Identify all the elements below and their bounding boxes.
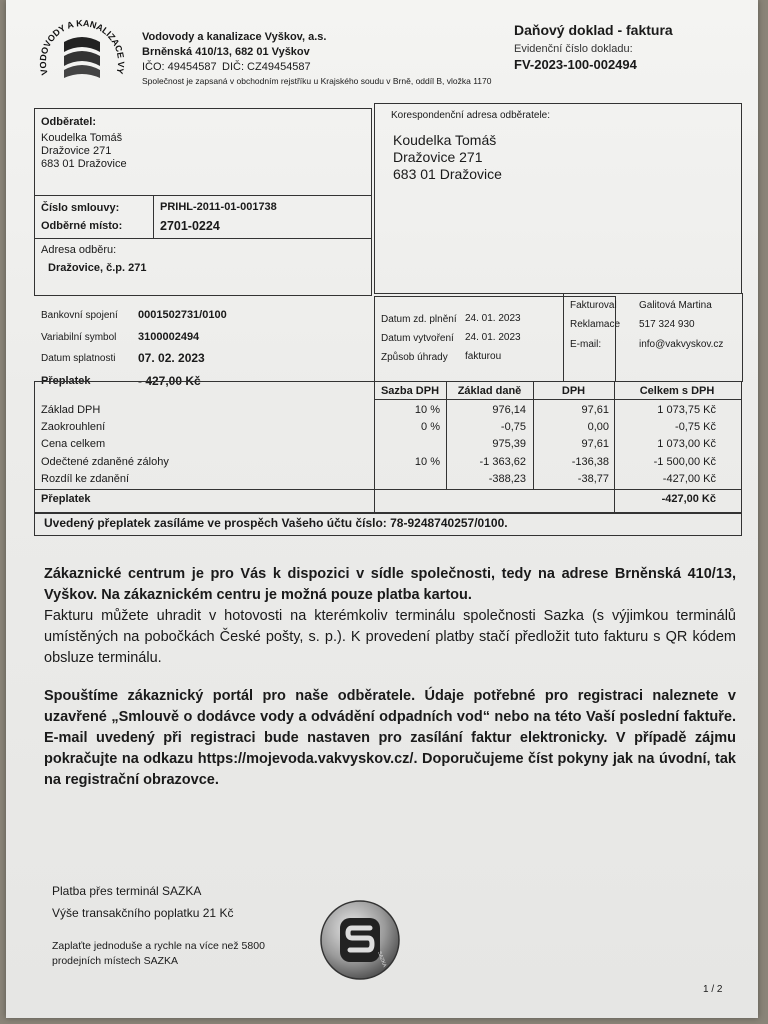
sazka-logo-text: SAZKA xyxy=(376,950,388,969)
sazka-line-3: Zaplaťte jednoduše a rychle na více než 5800 xyxy=(52,940,265,952)
row-total: -1 500,00 Kč xyxy=(653,456,716,468)
email-label: E-mail: xyxy=(570,339,602,350)
contract-number: PRIHL-2011-01-001738 xyxy=(160,201,277,213)
info-paragraph-2 xyxy=(44,686,736,791)
overpay-amount: - 427,00 Kč xyxy=(138,374,201,388)
customer-city: 683 01 Dražovice xyxy=(41,158,127,170)
row-total: -427,00 Kč xyxy=(662,473,716,485)
row-base: -1 363,62 xyxy=(479,456,526,468)
row-rate: 10 % xyxy=(414,404,440,416)
bank-label: Bankovní spojení xyxy=(41,310,118,321)
due-date: 07. 02. 2023 xyxy=(138,351,205,365)
company-logo xyxy=(36,12,128,104)
contract-label: Číslo smlouvy: xyxy=(41,202,120,214)
vs-label: Variabilní symbol xyxy=(41,332,117,343)
header-total: Celkem s DPH xyxy=(639,385,715,397)
row-vat: -38,77 xyxy=(577,473,609,485)
correspondence-label: Korespondenční adresa odběratele: xyxy=(391,110,551,121)
claims-label: Reklamace xyxy=(570,319,621,330)
customer-street: Dražovice 271 xyxy=(41,145,112,157)
row-label: Cena celkem xyxy=(41,438,106,450)
row-total: 1 073,75 Kč xyxy=(657,404,716,416)
sazka-logo xyxy=(318,898,402,982)
method-label: Způsob úhrady xyxy=(381,352,448,363)
correspondence-city: 683 01 Dražovice xyxy=(393,166,502,182)
document-title: Daňový doklad - faktura xyxy=(514,22,673,38)
company-address: Brněnská 410/13, 682 01 Vyškov xyxy=(142,46,310,58)
bank-account: 0001502731/0100 xyxy=(138,309,227,321)
customer-label: Odběratel: xyxy=(41,116,97,128)
logo-text: VODOVODY A KANALIZACE VY xyxy=(37,18,127,77)
summary-label: Přeplatek xyxy=(41,493,91,505)
row-rate: 0 % xyxy=(421,421,440,433)
page-number: 1 / 2 xyxy=(703,984,723,995)
address-value: Dražovice, č.p. 271 xyxy=(48,262,147,274)
info-p1-normal: Fakturu můžete uhradit v hotovosti na kterémkoliv terminálu společnosti Sazka (s výjimkou terminálů umístěných na pobočkách České pošty, s. p.). K provedení platby stačí předložit tuto fakturu s QR kódem obsluze terminálu. xyxy=(44,608,736,666)
company-name: Vodovody a kanalizace Vyškov, a.s. xyxy=(142,31,327,43)
correspondence-street: Dražovice 271 xyxy=(393,149,483,165)
due-label: Datum splatnosti xyxy=(41,353,116,364)
correspondence-name: Koudelka Tomáš xyxy=(393,132,497,148)
row-vat: 97,61 xyxy=(581,438,609,450)
dzp-value: 24. 01. 2023 xyxy=(465,313,521,324)
dzp-label: Datum zd. plnění xyxy=(381,314,457,325)
created-label: Datum vytvoření xyxy=(381,333,454,344)
place-number: 2701-0224 xyxy=(160,219,220,233)
sazka-line-2: Výše transakčního poplatku 21 Kč xyxy=(52,906,234,920)
refund-note: Uvedený přeplatek zasíláme ve prospěch Vašeho účtu číslo: 78-9248740257/0100. xyxy=(44,516,508,530)
row-label: Rozdíl ke zdanění xyxy=(41,473,130,485)
header-base: Základ daně xyxy=(457,385,522,397)
row-vat: 0,00 xyxy=(587,421,609,433)
summary-total: -427,00 Kč xyxy=(661,493,716,505)
row-base: 976,14 xyxy=(492,404,526,416)
info-p1-bold: Zákaznické centrum je pro Vás k dispozici v sídle společnosti, tedy na adrese Brněnská 410/13, Vyškov. Na zákaznickém centru je možná pouze platba kartou. xyxy=(44,566,736,603)
variable-symbol: 3100002494 xyxy=(138,331,200,343)
row-vat: -136,38 xyxy=(571,456,609,468)
row-label: Zaokrouhlení xyxy=(41,421,106,433)
issued-label: Fakturoval xyxy=(570,300,617,311)
sazka-line-4: prodejních místech SAZKA xyxy=(52,955,179,967)
row-rate: 10 % xyxy=(414,456,440,468)
row-base: -0,75 xyxy=(500,421,526,433)
claims-value: 517 324 930 xyxy=(639,319,695,330)
header-rate: Sazba DPH xyxy=(380,385,440,397)
document-number: FV-2023-100-002494 xyxy=(514,57,637,72)
company-dic: DIČ: CZ49454587 xyxy=(222,61,311,73)
info-paragraph-1 xyxy=(44,564,736,669)
row-label: Odečtené zdaněné zálohy xyxy=(41,456,169,468)
info-p2: Spouštíme zákaznický portál pro naše odběratele. Údaje potřebné pro registraci naleznete v uzavřené „Smlouvě o dodávce vody a odvádění odpadních vod“ nebo na této Vaší poslední faktuře. E-mail uvedený při registraci bude nastaven pro zasílání faktur elektronicky. V případě zájmu pokračujte na odkazu https://mojevoda.vakvyskov.cz/. Doporučujeme číst pokyny jak na úvodní, tak na registrační obrazovce. xyxy=(44,688,736,788)
row-total: 1 073,00 Kč xyxy=(657,438,716,450)
email-value: info@vakvyskov.cz xyxy=(639,339,724,350)
row-vat: 97,61 xyxy=(581,404,609,416)
place-label: Odběrné místo: xyxy=(41,220,123,232)
company-ico: IČO: 49454587 xyxy=(142,61,217,73)
address-label: Adresa odběru: xyxy=(41,244,117,256)
row-base: 975,39 xyxy=(492,438,526,450)
sazka-logo-icon xyxy=(318,898,402,982)
company-registry: Společnost je zapsaná v obchodním rejstříku u Krajského soudu v Brně, oddíl B, vložka 1170 xyxy=(142,76,492,86)
method-value: fakturou xyxy=(465,351,502,362)
overpay-label: Přeplatek xyxy=(41,375,91,387)
document-number-label: Evidenční číslo dokladu: xyxy=(514,43,633,55)
header-vat: DPH xyxy=(561,385,586,397)
customer-name: Koudelka Tomáš xyxy=(41,132,123,144)
logo-graphic xyxy=(36,12,128,104)
created-value: 24. 01. 2023 xyxy=(465,332,521,343)
issued-value: Galitová Martina xyxy=(639,300,712,311)
row-label: Základ DPH xyxy=(41,404,101,416)
row-base: -388,23 xyxy=(488,473,526,485)
row-total: -0,75 Kč xyxy=(675,421,716,433)
sazka-line-1: Platba přes terminál SAZKA xyxy=(52,884,202,898)
